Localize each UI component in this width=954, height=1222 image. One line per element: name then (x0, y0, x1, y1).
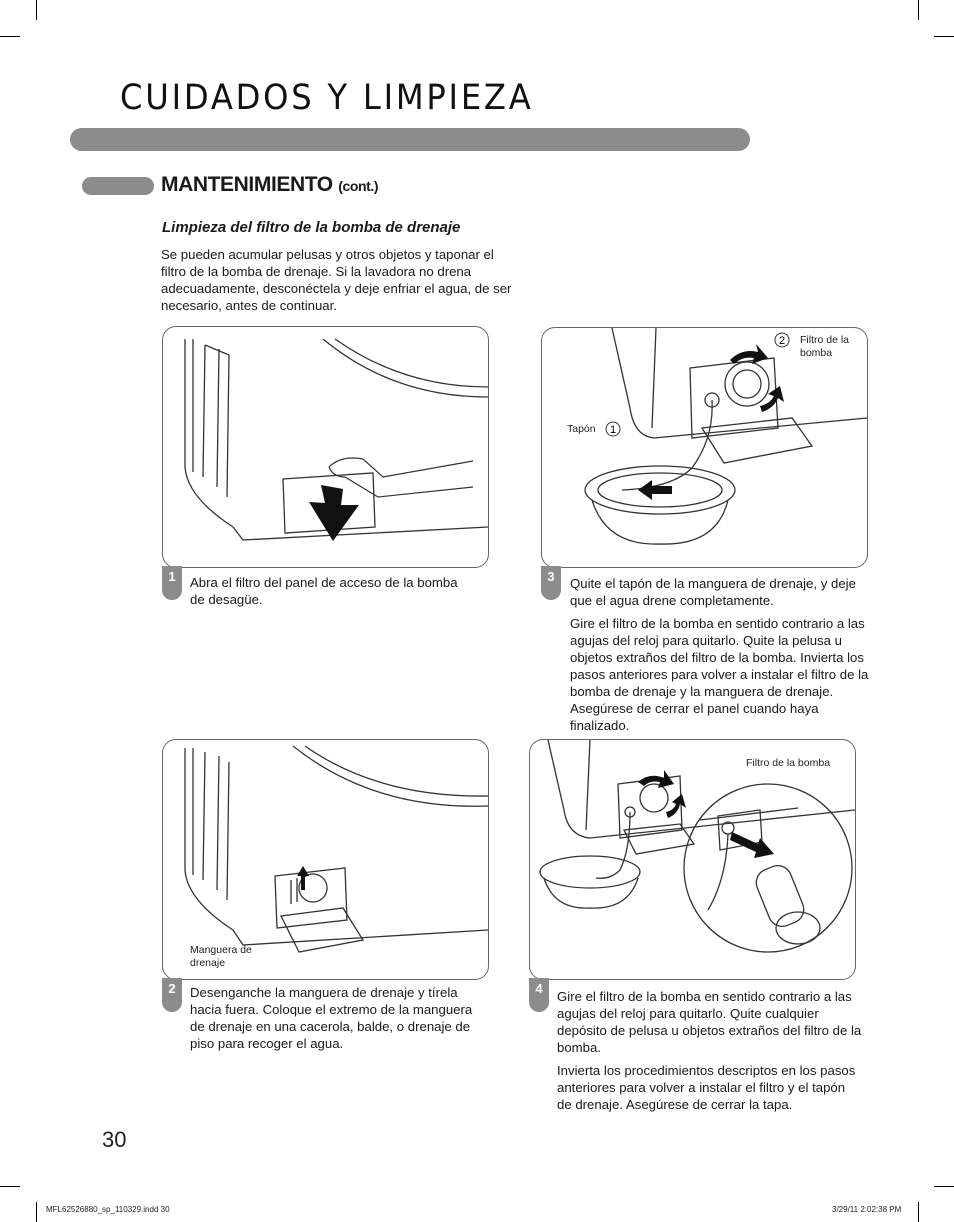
crop-mark (918, 0, 919, 20)
page-title: CUIDADOS Y LIMPIEZA (120, 78, 534, 118)
step-3-illustration (541, 327, 868, 568)
pump-filter-removal-illustration (530, 740, 855, 979)
crop-mark (36, 0, 37, 20)
step-1-number: 1 (162, 566, 182, 600)
step-4-illustration (529, 739, 856, 980)
step-4-number: 4 (529, 978, 549, 1012)
rotate-arrow-icon (638, 770, 674, 788)
section-heading-suffix: (cont.) (338, 178, 379, 194)
step-2-number: 2 (162, 978, 182, 1012)
step-3-text (570, 575, 870, 740)
step-1-text (190, 574, 470, 614)
crop-mark (918, 1202, 919, 1222)
footer-timestamp: 3/29/11 2:02:38 PM (832, 1205, 902, 1214)
step-3-paragraph: Gire el filtro de la bomba en sentido contrario a las agujas del reloj para quitarlo. Quite la pelusa u objetos extraños del filtro de la bomba. Invierta los pasos anteriores para volver a instalar el filtro de la bomba de drenaje y la manguera de drenaje. Asegúrese de cerrar el panel cuando haya finalizado. (570, 616, 869, 733)
drain-hose-pan-illustration (542, 328, 867, 567)
footer-file-info: MFL62526880_sp_110329.indd 30 (46, 1205, 170, 1214)
callout-number-cap: 1 (609, 424, 617, 436)
crop-mark (934, 1186, 954, 1187)
step-4-text (557, 988, 862, 1119)
step-2-text (190, 984, 490, 1058)
crop-mark (934, 36, 954, 37)
callout-drain-hose: Manguera de drenaje (190, 944, 252, 969)
section-heading-text: MANTENIMIENTO (161, 173, 333, 196)
callout-pump-filter: Filtro de la bomba (800, 334, 850, 359)
step-1-illustration (162, 326, 489, 568)
step-3-paragraph: Quite el tapón de la manguera de drenaje, y deje que el agua drene completamente. (570, 576, 856, 608)
pull-arrow-icon (730, 832, 774, 858)
rotate-arrow-icon (666, 794, 686, 818)
step-1-paragraph: Abra el filtro del panel de acceso de la bomba de desagüe. (190, 575, 458, 607)
step-4-paragraph: Gire el filtro de la bomba en sentido contrario a las agujas del reloj para quitarlo. Quite cualquier depósito de pelusa u objetos extraños del filtro de la bomba. (557, 989, 862, 1055)
step-2-paragraph: Desenganche la manguera de drenaje y tírela hacia fuera. Coloque el extremo de la manguera de drenaje en una cacerola, balde, o drenaje de piso para recoger el agua. (190, 985, 473, 1051)
page-number: 30 (102, 1127, 127, 1152)
section-pill (82, 177, 154, 195)
section-heading (161, 173, 378, 197)
crop-mark (36, 1202, 37, 1222)
step-3-number: 3 (541, 566, 561, 600)
washer-panel-open-illustration (163, 327, 488, 567)
subsection-heading: Limpieza del filtro de la bomba de drenaje (162, 219, 461, 236)
callout-pump-filter: Filtro de la bomba (746, 757, 831, 769)
title-bar (70, 128, 750, 151)
intro-paragraph: Se pueden acumular pelusas y otros objetos y taponar el filtro de la bomba de drenaje. Si la lavadora no drena adecuadamente, desconéctela y deje enfriar el agua, de ser necesario, antes de continuar. (161, 247, 512, 313)
step-2-illustration (162, 739, 489, 980)
step-4-paragraph: Invierta los procedimientos descriptos en los pasos anteriores para volver a instalar el filtro y el tapón de drenaje. Asegúrese de cerrar la tapa. (557, 1063, 856, 1112)
crop-mark (0, 1186, 20, 1187)
callout-cap: Tapón (567, 423, 596, 435)
callout-number-filter: 2 (778, 335, 786, 347)
crop-mark (0, 36, 20, 37)
